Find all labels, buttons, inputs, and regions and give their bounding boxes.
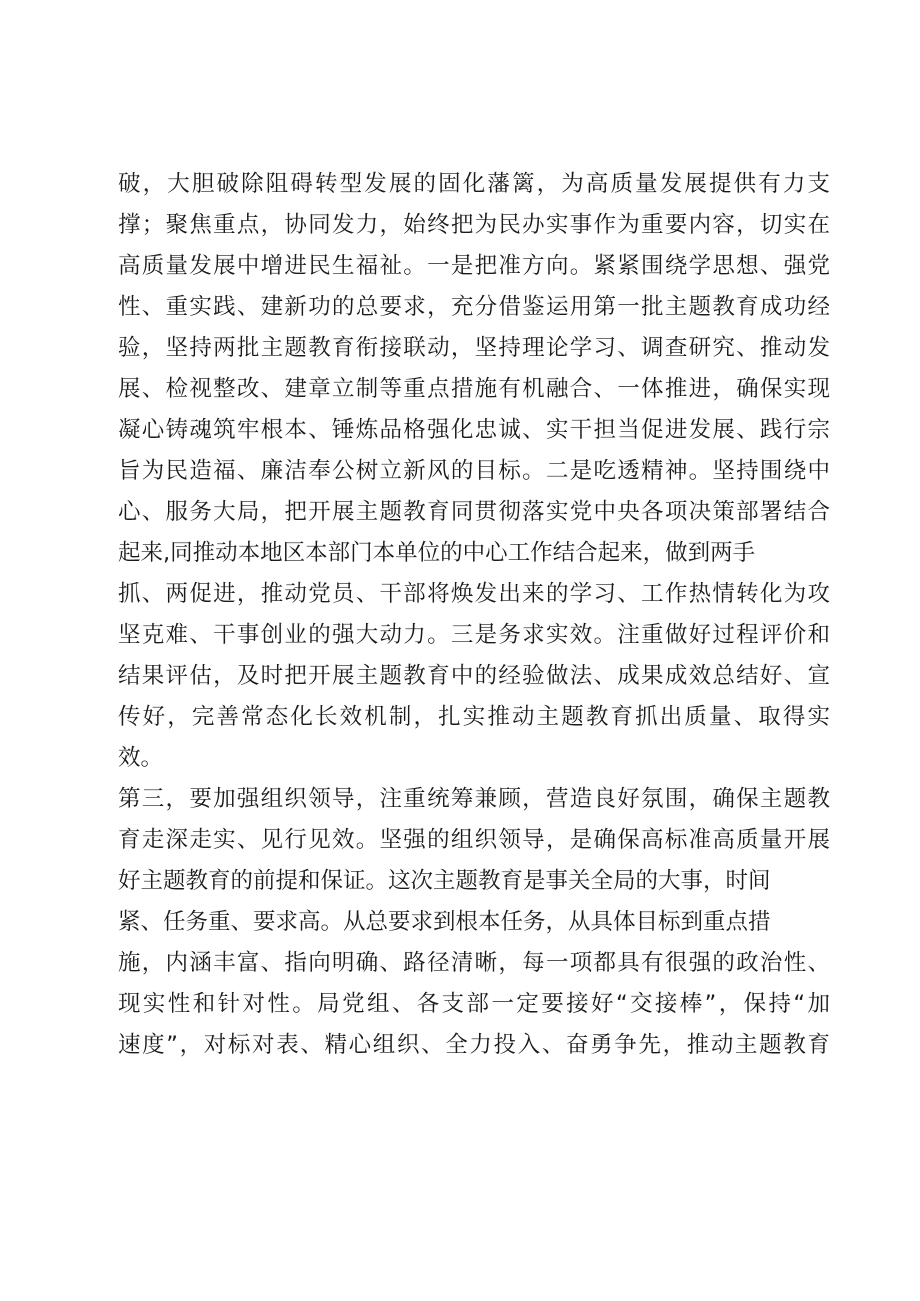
text-line: 效。: [118, 745, 164, 771]
document-body: [118, 164, 830, 1066]
text-line: 起来,同推动本地区本部门本单位的中心工作结合起来，做到两手: [118, 540, 756, 566]
text-line: 施，内涵丰富、指向明确、路径清晰，每一项都具有很强的政治性、: [118, 950, 830, 976]
text-line: 紧、任务重、要求高。从总要求到根本任务，从具体目标到重点措: [118, 909, 771, 935]
text-line: 凝心铸魂筑牢根本、锤炼品格强化忠诚、实干担当促进发展、践行宗: [118, 417, 830, 443]
text-line: 撑；聚焦重点，协同发力，始终把为民办实事作为重要内容，切实在: [118, 212, 830, 238]
text-line: 育走深走实、见行见效。坚强的组织领导，是确保高标准高质量开展: [118, 827, 830, 853]
text-line: 心、服务大局，把开展主题教育同贯彻落实党中央各项决策部署结合: [118, 499, 830, 525]
text-line: 坚克难、干事创业的强大动力。三是务求实效。注重做好过程评价和: [118, 622, 830, 648]
text-line: 高质量发展中增进民生福祉。一是把准方向。紧紧围绕学思想、强党: [118, 253, 830, 279]
text-line: 破，大胆破除阻碍转型发展的固化藩篱，为高质量发展提供有力支: [118, 171, 830, 197]
text-line: 第三，要加强组织领导，注重统筹兼顾，营造良好氛围，确保主题教: [118, 786, 830, 812]
text-line: 现实性和针对性。局党组、各支部一定要接好“交接棒”，保持“加: [118, 991, 830, 1017]
text-line: 验，坚持两批主题教育衔接联动，坚持理论学习、调查研究、推动发: [118, 335, 830, 361]
text-line: 抓、两促进，推动党员、干部将焕发出来的学习、工作热情转化为攻: [118, 581, 830, 607]
text-line: 好主题教育的前提和保证。这次主题教育是事关全局的大事，时间: [118, 868, 771, 894]
text-line: 旨为民造福、廉洁奉公树立新风的目标。二是吃透精神。坚持围绕中: [118, 458, 830, 484]
text-line: 性、重实践、建新功的总要求，充分借鉴运用第一批主题教育成功经: [118, 294, 830, 320]
text-line: 结果评估，及时把开展主题教育中的经验做法、成果成效总结好、宣: [118, 663, 830, 689]
text-line: 传好，完善常态化长效机制，扎实推动主题教育抓出质量、取得实: [118, 704, 830, 730]
text-line: 速度”，对标对表、精心组织、全力投入、奋勇争先，推动主题教育: [118, 1032, 830, 1058]
text-line: 展、检视整改、建章立制等重点措施有机融合、一体推进，确保实现: [118, 376, 830, 402]
